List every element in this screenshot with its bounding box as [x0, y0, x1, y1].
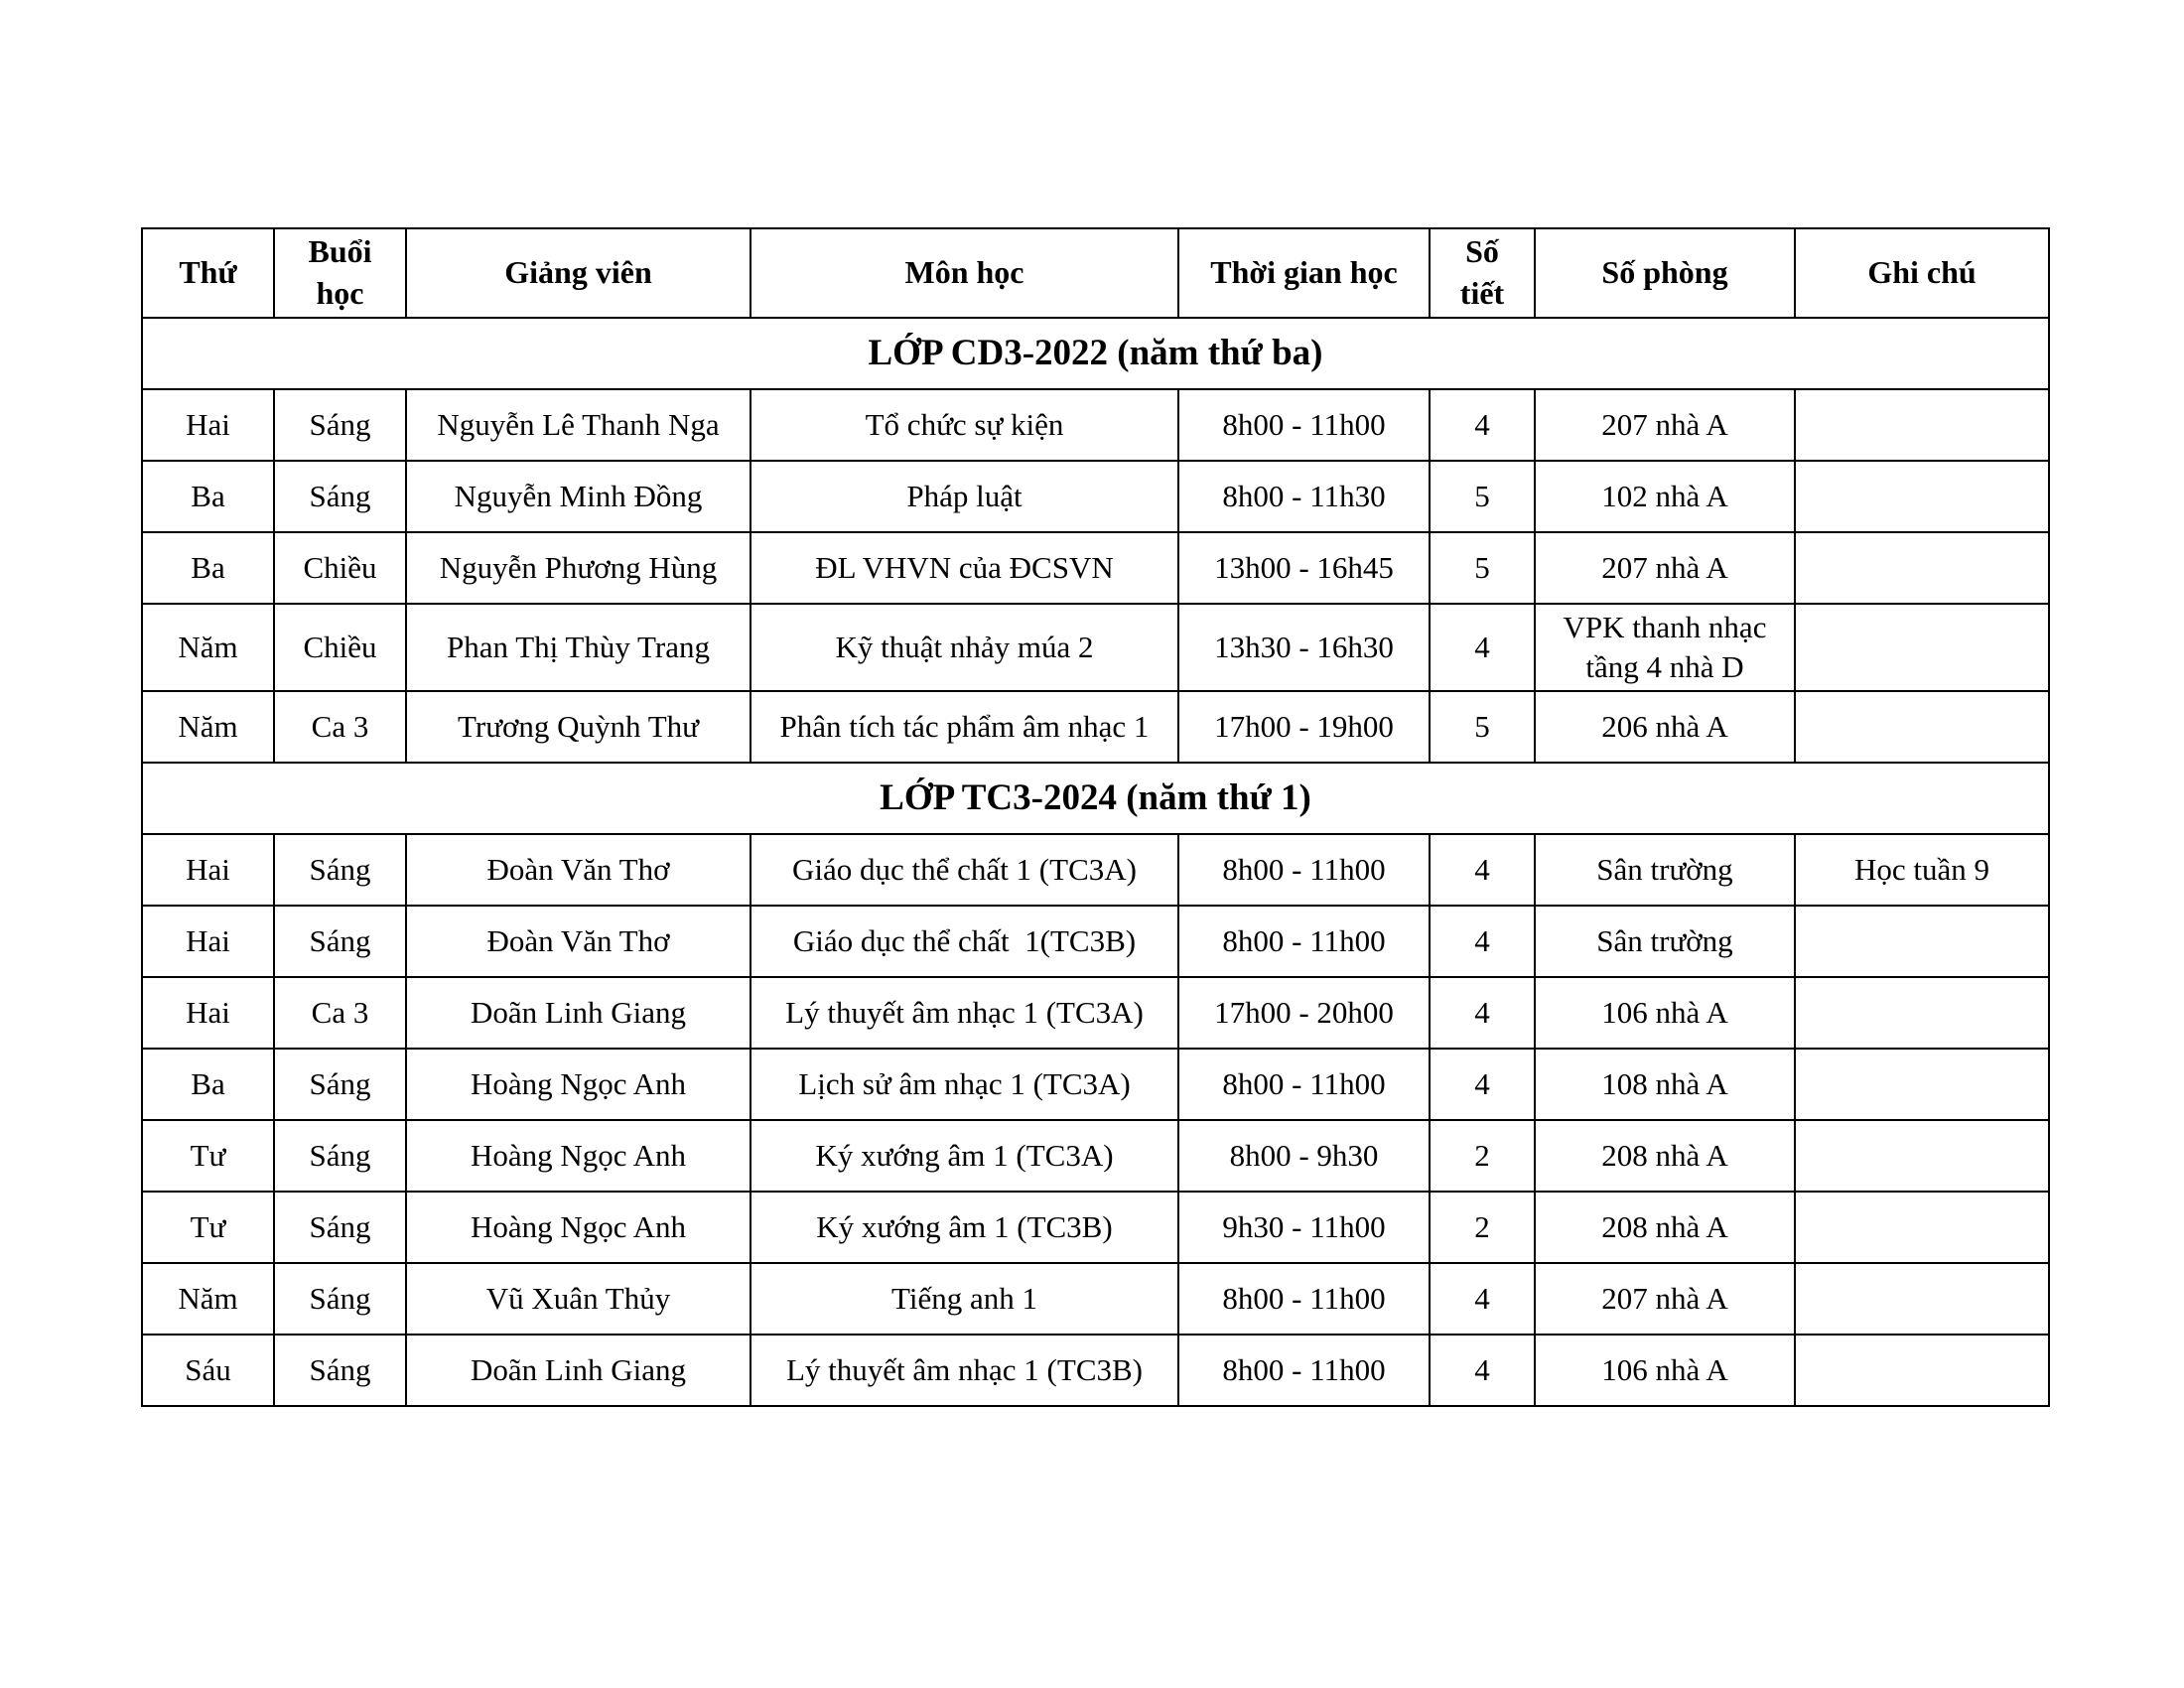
table-row [142, 691, 2049, 763]
header-thoi-gian-hoc: Thời gian học [1178, 228, 1430, 318]
cell-buoi: Ca 3 [274, 691, 406, 763]
cell-giang-vien: Nguyễn Lê Thanh Nga [406, 389, 751, 461]
cell-mon-hoc: Phân tích tác phẩm âm nhạc 1 [751, 691, 1178, 763]
cell-ghi-chu [1795, 977, 2049, 1049]
header-buoi-hoc-line1: Buổi [308, 233, 372, 270]
cell-so-tiet: 5 [1430, 461, 1535, 532]
cell-ghi-chu [1795, 1049, 2049, 1120]
cell-mon-hoc: Pháp luật [751, 461, 1178, 532]
cell-mon-hoc: ĐL VHVN của ĐCSVN [751, 532, 1178, 604]
cell-so-tiet: 4 [1430, 1335, 1535, 1406]
cell-mon-hoc: Lý thuyết âm nhạc 1 (TC3A) [751, 977, 1178, 1049]
cell-giang-vien: Nguyễn Phương Hùng [406, 532, 751, 604]
cell-giang-vien: Vũ Xuân Thủy [406, 1263, 751, 1335]
cell-buoi: Sáng [274, 389, 406, 461]
cell-thu: Ba [142, 461, 274, 532]
header-so-tiet [1430, 228, 1535, 318]
cell-buoi: Sáng [274, 1263, 406, 1335]
cell-phong: 108 nhà A [1535, 1049, 1795, 1120]
header-so-tiet-line1: Số [1465, 233, 1499, 270]
cell-giang-vien: Hoàng Ngọc Anh [406, 1192, 751, 1263]
cell-phong-line2: tầng 4 nhà D [1585, 649, 1744, 684]
cell-so-tiet: 5 [1430, 532, 1535, 604]
header-buoi-hoc [274, 228, 406, 318]
cell-ghi-chu [1795, 389, 2049, 461]
table-row [142, 906, 2049, 977]
cell-giang-vien: Doãn Linh Giang [406, 1335, 751, 1406]
cell-thu: Tư [142, 1192, 274, 1263]
cell-thu: Ba [142, 1049, 274, 1120]
header-buoi-hoc-line2: học [316, 275, 364, 311]
header-ghi-chu: Ghi chú [1795, 228, 2049, 318]
header-thu: Thứ [142, 228, 274, 318]
cell-thoi-gian: 8h00 - 11h00 [1178, 389, 1430, 461]
cell-thoi-gian: 17h00 - 19h00 [1178, 691, 1430, 763]
cell-thu: Ba [142, 532, 274, 604]
cell-thoi-gian: 8h00 - 11h30 [1178, 461, 1430, 532]
cell-ghi-chu [1795, 691, 2049, 763]
cell-thoi-gian: 8h00 - 9h30 [1178, 1120, 1430, 1192]
cell-phong: 207 nhà A [1535, 389, 1795, 461]
section-header-row [142, 318, 2049, 389]
cell-thoi-gian: 8h00 - 11h00 [1178, 1049, 1430, 1120]
cell-phong: 206 nhà A [1535, 691, 1795, 763]
cell-buoi: Chiều [274, 604, 406, 691]
cell-thu: Tư [142, 1120, 274, 1192]
cell-buoi: Sáng [274, 1120, 406, 1192]
cell-buoi: Sáng [274, 461, 406, 532]
table-row [142, 1192, 2049, 1263]
cell-so-tiet: 2 [1430, 1192, 1535, 1263]
cell-thoi-gian: 8h00 - 11h00 [1178, 834, 1430, 906]
cell-so-tiet: 5 [1430, 691, 1535, 763]
cell-ghi-chu [1795, 604, 2049, 691]
cell-thu: Năm [142, 691, 274, 763]
cell-thoi-gian: 8h00 - 11h00 [1178, 906, 1430, 977]
cell-phong: 207 nhà A [1535, 532, 1795, 604]
cell-giang-vien: Hoàng Ngọc Anh [406, 1049, 751, 1120]
cell-so-tiet: 4 [1430, 834, 1535, 906]
cell-thoi-gian: 9h30 - 11h00 [1178, 1192, 1430, 1263]
cell-phong: 208 nhà A [1535, 1120, 1795, 1192]
table-row [142, 834, 2049, 906]
cell-ghi-chu [1795, 1263, 2049, 1335]
table-row [142, 461, 2049, 532]
header-so-phong: Số phòng [1535, 228, 1795, 318]
cell-so-tiet: 4 [1430, 906, 1535, 977]
cell-so-tiet: 4 [1430, 389, 1535, 461]
cell-thoi-gian: 8h00 - 11h00 [1178, 1263, 1430, 1335]
cell-so-tiet: 4 [1430, 1263, 1535, 1335]
cell-phong [1535, 604, 1795, 691]
cell-giang-vien: Hoàng Ngọc Anh [406, 1120, 751, 1192]
table-row [142, 389, 2049, 461]
cell-thu: Hai [142, 834, 274, 906]
cell-so-tiet: 4 [1430, 604, 1535, 691]
cell-giang-vien: Trương Quỳnh Thư [406, 691, 751, 763]
cell-giang-vien: Nguyễn Minh Đồng [406, 461, 751, 532]
cell-phong: 207 nhà A [1535, 1263, 1795, 1335]
cell-thu: Năm [142, 1263, 274, 1335]
section-title: LỚP TC3-2024 (năm thứ 1) [142, 763, 2049, 834]
table-row [142, 604, 2049, 691]
section-header-row [142, 763, 2049, 834]
cell-thu: Sáu [142, 1335, 274, 1406]
table-row [142, 1049, 2049, 1120]
table-row [142, 532, 2049, 604]
cell-thu: Hai [142, 906, 274, 977]
cell-buoi: Sáng [274, 1192, 406, 1263]
cell-mon-hoc: Giáo dục thể chất 1(TC3B) [751, 906, 1178, 977]
cell-ghi-chu [1795, 906, 2049, 977]
cell-buoi: Chiều [274, 532, 406, 604]
cell-buoi: Ca 3 [274, 977, 406, 1049]
cell-mon-hoc: Tổ chức sự kiện [751, 389, 1178, 461]
cell-mon-hoc: Tiếng anh 1 [751, 1263, 1178, 1335]
cell-phong: Sân trường [1535, 906, 1795, 977]
cell-buoi: Sáng [274, 906, 406, 977]
section-title: LỚP CD3-2022 (năm thứ ba) [142, 318, 2049, 389]
cell-phong: Sân trường [1535, 834, 1795, 906]
cell-mon-hoc: Lý thuyết âm nhạc 1 (TC3B) [751, 1335, 1178, 1406]
cell-ghi-chu [1795, 1192, 2049, 1263]
schedule-table [141, 227, 2050, 1407]
header-giang-vien: Giảng viên [406, 228, 751, 318]
cell-phong: 102 nhà A [1535, 461, 1795, 532]
cell-mon-hoc: Ký xướng âm 1 (TC3A) [751, 1120, 1178, 1192]
cell-thoi-gian: 8h00 - 11h00 [1178, 1335, 1430, 1406]
cell-thoi-gian: 17h00 - 20h00 [1178, 977, 1430, 1049]
cell-mon-hoc: Kỹ thuật nhảy múa 2 [751, 604, 1178, 691]
cell-giang-vien: Đoàn Văn Thơ [406, 834, 751, 906]
header-row [142, 228, 2049, 318]
cell-thu: Năm [142, 604, 274, 691]
cell-ghi-chu [1795, 461, 2049, 532]
cell-ghi-chu [1795, 1120, 2049, 1192]
cell-so-tiet: 4 [1430, 1049, 1535, 1120]
table-row [142, 977, 2049, 1049]
header-mon-hoc: Môn học [751, 228, 1178, 318]
table-row [142, 1335, 2049, 1406]
cell-giang-vien: Doãn Linh Giang [406, 977, 751, 1049]
cell-phong: 106 nhà A [1535, 977, 1795, 1049]
cell-so-tiet: 4 [1430, 977, 1535, 1049]
cell-thu: Hai [142, 389, 274, 461]
cell-phong: 208 nhà A [1535, 1192, 1795, 1263]
header-so-tiet-line2: tiết [1459, 275, 1505, 311]
cell-mon-hoc: Giáo dục thể chất 1 (TC3A) [751, 834, 1178, 906]
cell-thoi-gian: 13h30 - 16h30 [1178, 604, 1430, 691]
table-row [142, 1120, 2049, 1192]
cell-thoi-gian: 13h00 - 16h45 [1178, 532, 1430, 604]
cell-ghi-chu: Học tuần 9 [1795, 834, 2049, 906]
cell-phong-line1: VPK thanh nhạc [1563, 609, 1767, 644]
cell-giang-vien: Đoàn Văn Thơ [406, 906, 751, 977]
cell-buoi: Sáng [274, 1335, 406, 1406]
cell-giang-vien: Phan Thị Thùy Trang [406, 604, 751, 691]
cell-buoi: Sáng [274, 834, 406, 906]
cell-ghi-chu [1795, 1335, 2049, 1406]
cell-phong: 106 nhà A [1535, 1335, 1795, 1406]
table-row [142, 1263, 2049, 1335]
cell-thu: Hai [142, 977, 274, 1049]
cell-mon-hoc: Lịch sử âm nhạc 1 (TC3A) [751, 1049, 1178, 1120]
cell-buoi: Sáng [274, 1049, 406, 1120]
cell-ghi-chu [1795, 532, 2049, 604]
cell-mon-hoc: Ký xướng âm 1 (TC3B) [751, 1192, 1178, 1263]
cell-so-tiet: 2 [1430, 1120, 1535, 1192]
